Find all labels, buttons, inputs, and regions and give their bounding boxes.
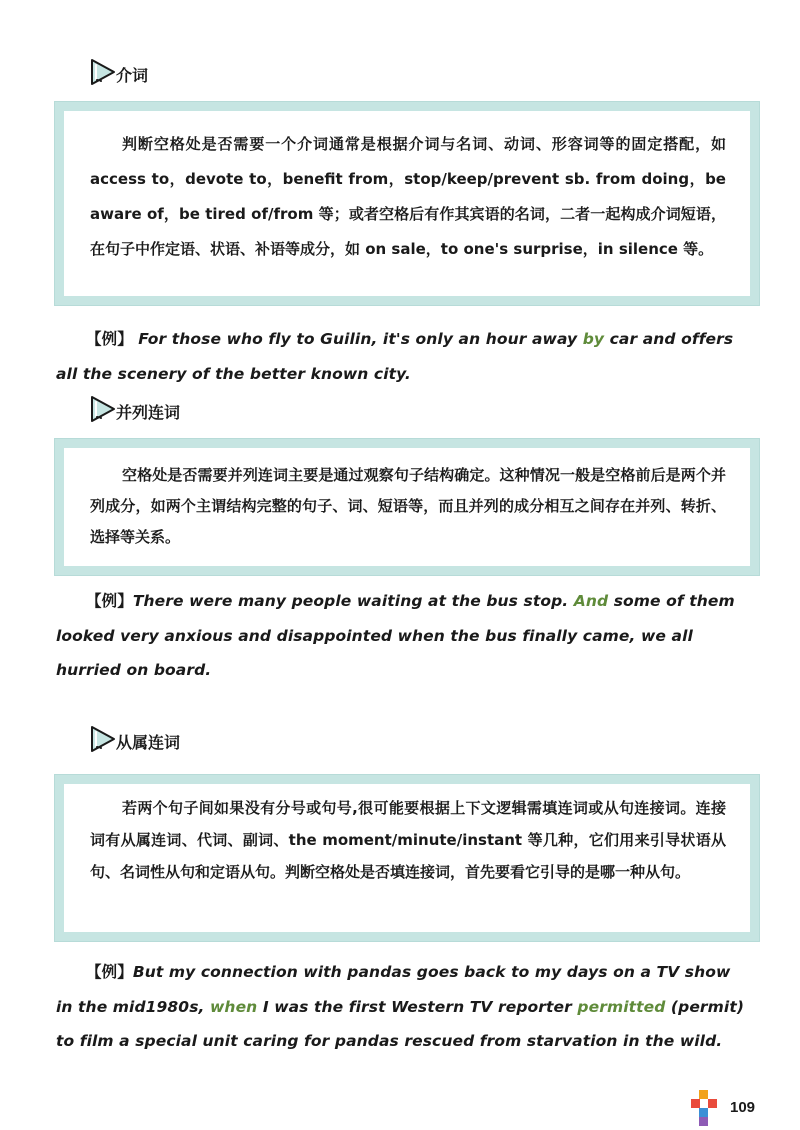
section-heading-subordinating-conjunctions: [88, 722, 180, 756]
example-paragraph: [56, 322, 746, 391]
page-number: 109: [730, 1099, 756, 1116]
play-arrow-icon: [88, 724, 118, 754]
example-answer: by: [582, 330, 605, 348]
play-arrow-icon: [88, 57, 118, 87]
example-answer: when: [210, 997, 258, 1016]
section-title: 介词: [116, 65, 149, 85]
example-text: car and offers all the scenery of the better known city.: [56, 330, 734, 383]
example-answer: And: [573, 592, 609, 610]
example-tag: 【例】: [86, 330, 133, 348]
explanation-text: 空格处是否需要并列连词主要是通过观察句子结构确定。这种情况一般是空格前后是两个并列成分，如两个主谓结构完整的句子、词、短语等，而且并列的成分相互之间存在并列、转折、选择等关系。: [90, 466, 726, 546]
example-text: But my connection with pandas goes back to my days on a TV show in the mid1980s,: [56, 963, 731, 1016]
example-paragraph: [56, 584, 746, 688]
example-text: (permit) to film a special unit caring for pandas rescued from starvation in the wild.: [56, 997, 745, 1050]
section-heading-coordinating-conjunctions: [88, 392, 180, 426]
section-title: 从属连词: [116, 732, 181, 752]
publisher-logo-icon: [690, 1088, 720, 1128]
example-text: I was the first Western TV reporter: [257, 997, 578, 1016]
explanation-text: 判断空格处是否需要一个介词通常是根据介词与名词、动词、形容词等的固定搭配，如 access to，devote to，benefit from，stop/keep/prevent sb. from doing，be aware of，be tired of/from 等；或者空格后有作其宾语的名词，二者一起构成介词短语，在句子中作定语、状语、补语等成分，如 on sale，to one's surprise，in silence 等。: [90, 135, 726, 258]
example-tag: 【例】: [86, 963, 133, 981]
play-arrow-icon: [88, 394, 118, 424]
explanation-box: [64, 784, 750, 932]
example-paragraph: [56, 955, 746, 1059]
example-text: some of them looked very anxious and disappointed when the bus finally came, we all hurried on board.: [56, 592, 735, 679]
explanation-box: [64, 111, 750, 296]
example-tag: 【例】: [86, 592, 133, 610]
example-text: For those who fly to Guilin, it's only an hour away: [132, 330, 583, 348]
explanation-text: 若两个句子间如果没有分号或句号,很可能要根据上下文逻辑需填连词或从句连接词。连接词有从属连词、代词、副词、the moment/minute/instant 等几种，它们用来引导状语从句、名词性从句和定语从句。判断空格处是否填连接词，首先要看它引导的是哪一种从句。: [90, 799, 726, 881]
section-heading-prepositions: [88, 55, 148, 89]
explanation-box: [64, 448, 750, 566]
example-text: There were many people waiting at the bus stop.: [132, 592, 574, 610]
section-title: 并列连词: [116, 402, 181, 422]
example-answer: permitted: [577, 997, 666, 1016]
